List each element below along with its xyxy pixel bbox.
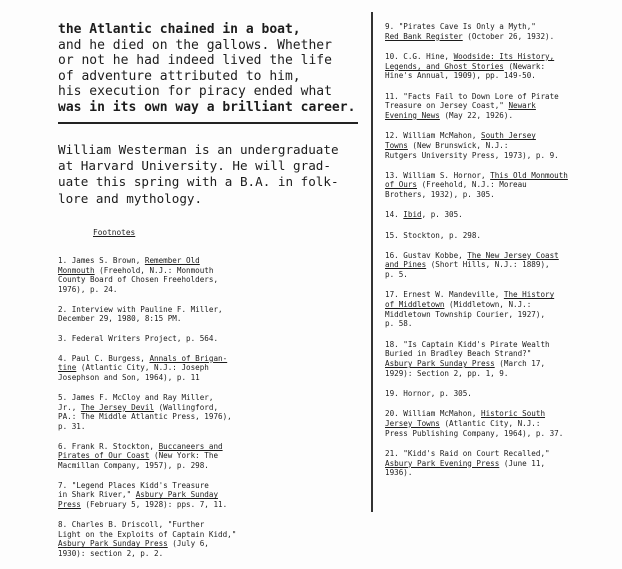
footnote-line bbox=[385, 300, 613, 310]
footnote-text: 19. Hornor, p. 305. bbox=[385, 388, 472, 398]
footnote-text: 16. Gustav Kobbe, bbox=[385, 250, 468, 260]
footnote-line bbox=[385, 459, 613, 469]
footnote-text: (New Brunswick, N.J.: bbox=[407, 140, 509, 150]
footnote-text: (Middletown, N.J.: bbox=[444, 300, 532, 310]
footnote-text: 2. Interview with Pauline F. Miller, bbox=[58, 304, 223, 314]
footnote-line bbox=[385, 389, 613, 399]
footnote bbox=[58, 354, 358, 383]
footnote-text: , p. 305. bbox=[421, 210, 463, 220]
footnote bbox=[58, 393, 358, 432]
footnote-title: Newark bbox=[508, 101, 536, 111]
footnote-line bbox=[58, 334, 358, 344]
footnote bbox=[385, 92, 613, 121]
footnote-text: 20. William McMahon, bbox=[385, 409, 482, 419]
footnote-text: (Freehold, N.J.: Monmouth bbox=[94, 265, 214, 275]
footnote-line bbox=[385, 349, 613, 359]
footnote-text: 5. James F. McCloy and Ray Miller, bbox=[58, 392, 214, 402]
footnote-text: (March 17, bbox=[494, 359, 546, 369]
footnote-line bbox=[58, 539, 358, 549]
footnote-line bbox=[385, 190, 613, 200]
footnote-text: (May 22, 1926). bbox=[439, 110, 514, 120]
footnote-text: 1930): section 2, p. 2. bbox=[58, 548, 164, 558]
footnote-text: 13. William S. Hornor, bbox=[385, 170, 491, 180]
footnote-text: (Freehold, N.J.: Moreau bbox=[417, 180, 527, 190]
footnote-line bbox=[58, 442, 358, 452]
footnote-text: 9. "Pirates Cave Is Only a Myth," bbox=[385, 22, 536, 31]
footnote-text: 1929): Section 2, pp. 1, 9. bbox=[385, 368, 509, 378]
story-line: or not he had indeed lived the life bbox=[58, 53, 332, 68]
footnote-text: PA.: The Middle Atlantic Press, 1976), bbox=[58, 412, 232, 422]
footnote-line bbox=[58, 305, 358, 315]
footnote-text: (October 26, 1932). bbox=[462, 31, 555, 41]
footnote-line bbox=[58, 393, 358, 403]
footnotes-list-left bbox=[58, 256, 358, 559]
footnote-text: 6. Frank R. Stockton, bbox=[58, 441, 159, 451]
footnote-line bbox=[385, 92, 613, 102]
footnote-line bbox=[385, 111, 613, 121]
footnote-text: Light on the Exploits of Captain Kidd," bbox=[58, 529, 237, 539]
footnote-line bbox=[385, 310, 613, 320]
footnote bbox=[385, 131, 613, 160]
footnote-title: South Jersey bbox=[481, 131, 536, 141]
footnote-text: (New York: The bbox=[149, 451, 219, 461]
footnote-text: Middletown Township Courier, 1927), bbox=[385, 309, 546, 319]
footnote-text: Jr., bbox=[58, 402, 81, 412]
footnote-text: County Board of Chosen Freeholders, bbox=[58, 275, 219, 285]
footnote-text: Rutgers University Press, 1973), p. 9. bbox=[385, 150, 559, 160]
footnote bbox=[385, 389, 613, 399]
footnote-text: Josephson and Son, 1964), p. 11 bbox=[58, 373, 200, 383]
footnote-line bbox=[58, 412, 358, 422]
footnote-title: Historic South bbox=[481, 409, 546, 419]
footnote-text: 4. Paul C. Burgess, bbox=[58, 353, 150, 363]
footnote-text: (Atlantic City, N.J.: Joseph bbox=[76, 363, 209, 373]
footnote-text: 1976), p. 24. bbox=[58, 284, 118, 294]
footnote-text: (February 5, 1928): pps. 7, 11. bbox=[80, 500, 228, 510]
left-column bbox=[58, 22, 358, 569]
footnote-line bbox=[385, 369, 613, 379]
right-column bbox=[385, 22, 613, 488]
footnote-line bbox=[58, 275, 358, 285]
footnote-line bbox=[385, 101, 613, 111]
footnote-text: (Atlantic City, N.J.: bbox=[439, 418, 541, 428]
footnote-text: Press Publishing Company, 1964), p. 37. bbox=[385, 428, 564, 438]
footnote-line bbox=[385, 231, 613, 241]
footnote-text: Hine's Annual, 1909), pp. 149-50. bbox=[385, 71, 536, 81]
bio-line: William Westerman is an undergraduate bbox=[58, 142, 339, 157]
footnote-title: of Ours bbox=[385, 180, 418, 190]
footnote-title: The History bbox=[503, 290, 555, 300]
footnote-title: This Old Monmouth bbox=[490, 170, 568, 180]
footnote-text: Buried in Bradley Beach Strand?" bbox=[385, 349, 532, 359]
footnote-title: Jersey Towns bbox=[385, 418, 440, 428]
footnote-text: p. 5. bbox=[385, 270, 408, 280]
footnote-text: 1. James S. Brown, bbox=[58, 255, 145, 265]
bio-line: lore and mythology. bbox=[58, 190, 203, 206]
footnote-line bbox=[58, 373, 358, 383]
footnote-title: Towns bbox=[385, 140, 408, 150]
footnote-title: and Pines bbox=[385, 260, 427, 270]
footnote bbox=[58, 442, 358, 471]
footnote-line bbox=[385, 131, 613, 141]
footnote-line bbox=[385, 71, 613, 81]
footnote bbox=[58, 305, 358, 324]
footnote-text: 14. bbox=[385, 210, 404, 220]
footnote-line bbox=[58, 520, 358, 530]
footnote-title: Remember Old bbox=[144, 255, 200, 265]
footnote-title: Asbury Park Evening Press bbox=[385, 458, 500, 468]
footnote-title: Buccaneers and bbox=[158, 441, 223, 451]
footnote-line bbox=[385, 419, 613, 429]
footnote-text: 11. "Facts Fail to Down Lore of Pirate bbox=[385, 91, 559, 101]
footnote-text: p. 58. bbox=[385, 319, 413, 329]
footnote-text: 7. "Legend Places Kidd's Treasure bbox=[58, 480, 209, 490]
bio-line: at Harvard University. He will grad- bbox=[58, 158, 331, 174]
author-bio bbox=[58, 142, 358, 207]
footnote-text: 15. Stockton, p. 298. bbox=[385, 230, 482, 240]
footnote-line bbox=[58, 314, 358, 324]
footnote-line bbox=[385, 22, 613, 32]
story-line: his execution for piracy ended what bbox=[58, 84, 332, 99]
footnote-title: Legends, and Ghost Stories bbox=[385, 61, 504, 71]
footnote-line bbox=[58, 266, 358, 276]
footnote-text: 8. Charles B. Driscoll, "Further bbox=[58, 519, 205, 529]
footnotes-heading: Footnotes bbox=[93, 227, 136, 237]
footnote-line bbox=[58, 549, 358, 559]
footnote-text: Treasure on Jersey Coast," bbox=[385, 101, 509, 111]
footnote-line bbox=[385, 270, 613, 280]
footnote-text: 1936). bbox=[385, 468, 413, 478]
story-line: was in its own way a brilliant career. bbox=[58, 99, 356, 115]
footnote-title: Asbury Park Sunday bbox=[135, 490, 219, 500]
footnote-line bbox=[58, 285, 358, 295]
footnote-text: 17. Ernest W. Mandeville, bbox=[385, 290, 504, 300]
footnote-line bbox=[58, 354, 358, 364]
footnote-text: 3. Federal Writers Project, p. 564. bbox=[58, 334, 219, 344]
footnote bbox=[58, 334, 358, 344]
footnote-text: in Shark River," bbox=[58, 490, 136, 500]
footnote-text: 18. "Is Captain Kidd's Pirate Wealth bbox=[385, 339, 550, 349]
footnote-title: tine bbox=[58, 363, 77, 373]
footnote-line bbox=[385, 468, 613, 478]
story-line: of adventure attributed to him, bbox=[58, 68, 301, 84]
footnote-text: (July 6, bbox=[167, 539, 209, 549]
footnote bbox=[385, 290, 613, 329]
footnote-title: Evening News bbox=[385, 110, 440, 120]
footnote-line bbox=[385, 359, 613, 369]
footnote-line bbox=[58, 500, 358, 510]
footnote-line bbox=[58, 256, 358, 266]
footnote bbox=[385, 52, 613, 81]
footnote-line bbox=[385, 52, 613, 62]
footnote-title: The Jersey Devil bbox=[80, 402, 155, 412]
footnote-text: (June 11, bbox=[499, 458, 546, 468]
footnote-text: (Short Hills, N.J.: 1889), bbox=[426, 260, 550, 270]
footnote bbox=[385, 171, 613, 200]
footnote-line bbox=[385, 290, 613, 300]
footnote-line bbox=[385, 429, 613, 439]
footnote-title: of Middletown bbox=[385, 300, 445, 310]
footnote-line bbox=[385, 260, 613, 270]
footnote bbox=[58, 256, 358, 295]
footnote-text: 21. "Kidd's Raid on Court Recalled," bbox=[385, 448, 550, 458]
footnote bbox=[385, 210, 613, 220]
footnote bbox=[385, 231, 613, 241]
footnote bbox=[385, 22, 613, 41]
footnote-title: Asbury Park Sunday Press bbox=[58, 539, 168, 549]
footnote-line bbox=[58, 490, 358, 500]
footnote-line bbox=[58, 422, 358, 432]
footnote-title: Pirates of Our Coast bbox=[58, 451, 150, 461]
footnote-line bbox=[385, 409, 613, 419]
footnote-line bbox=[58, 363, 358, 373]
footnote-title: Ibid bbox=[403, 210, 422, 220]
footnote-text: Brothers, 1932), p. 305. bbox=[385, 190, 495, 200]
footnote-title: Annals of Brigan- bbox=[149, 353, 228, 363]
footnote-line bbox=[385, 340, 613, 350]
footnote-text: 10. C.G. Hine, bbox=[385, 51, 454, 61]
footnote-title: Press bbox=[58, 500, 81, 510]
footnote-line bbox=[385, 319, 613, 329]
footnote-line bbox=[385, 141, 613, 151]
bio-line: uate this spring with a B.A. in folk- bbox=[58, 174, 339, 190]
story-line: the Atlantic chained in a boat, bbox=[58, 22, 301, 37]
footnote-line bbox=[385, 251, 613, 261]
story-ending bbox=[58, 22, 358, 115]
footnote bbox=[385, 251, 613, 280]
footnote bbox=[385, 409, 613, 438]
footnote bbox=[385, 340, 613, 379]
footnote-line bbox=[385, 210, 613, 220]
footnote-text: December 29, 1980, 8:15 PM. bbox=[58, 314, 182, 324]
footnote-text: p. 31. bbox=[58, 421, 86, 431]
footnote-line bbox=[58, 461, 358, 471]
footnote bbox=[58, 520, 358, 559]
footnote bbox=[385, 449, 613, 478]
footnote-line bbox=[385, 32, 613, 42]
footnote bbox=[58, 481, 358, 510]
footnote-line bbox=[385, 151, 613, 161]
footnote-title: Monmouth bbox=[58, 265, 95, 275]
footnote-text: (Wallingford, bbox=[154, 402, 219, 412]
section-rule bbox=[58, 122, 358, 124]
footnote-line bbox=[58, 451, 358, 461]
footnote-line bbox=[385, 180, 613, 190]
footnote-line bbox=[58, 481, 358, 491]
column-divider bbox=[371, 12, 373, 512]
footnote-line bbox=[58, 530, 358, 540]
footnote-text: (Newark: bbox=[503, 61, 546, 71]
footnote-title: Asbury Park Sunday Press bbox=[385, 359, 495, 369]
footnote-line bbox=[385, 449, 613, 459]
footnotes-list-right bbox=[385, 22, 613, 478]
footnote-text: Macmillan Company, 1957), p. 298. bbox=[58, 461, 209, 471]
footnote-title: The New Jersey Coast bbox=[467, 250, 559, 260]
footnote-title: Red Bank Register bbox=[385, 31, 463, 41]
footnote-line bbox=[385, 62, 613, 72]
footnote-line bbox=[385, 171, 613, 181]
story-line: and he died on the gallows. Whether bbox=[58, 37, 332, 53]
footnote-title: Woodside: Its History, bbox=[453, 51, 555, 61]
footnote-line bbox=[58, 403, 358, 413]
footnote-text: 12. William McMahon, bbox=[385, 131, 482, 141]
